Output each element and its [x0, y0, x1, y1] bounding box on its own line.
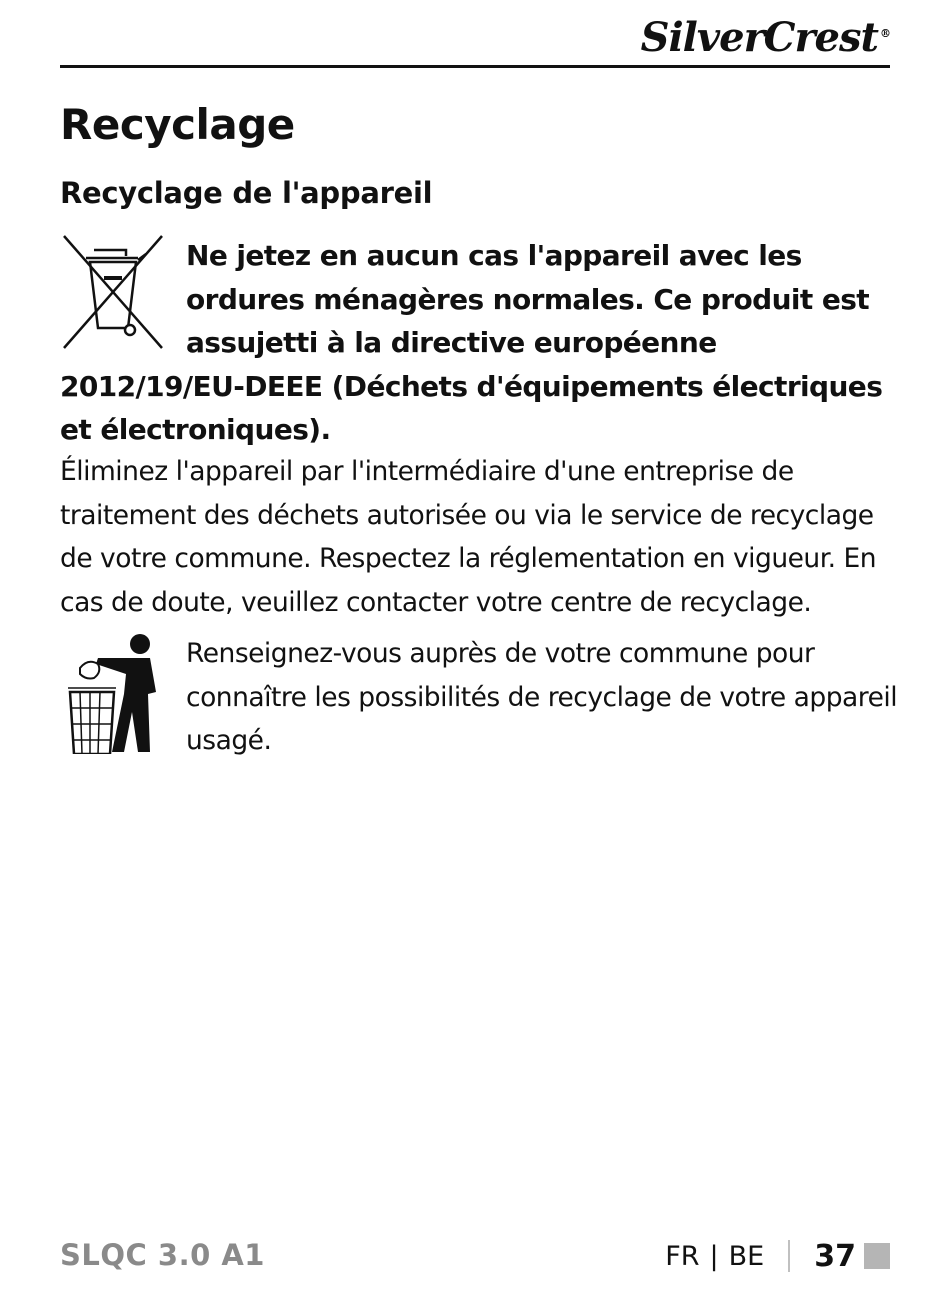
weee-text: Ne jetez en aucun cas l'appareil avec les ordures ménagères normales. Ce produit est assujetti à la directive européenne 2012/19/EU-DEEE (Déchets d'équipements électriques et électroniques).	[60, 239, 883, 446]
page-title: Recyclage	[60, 100, 295, 149]
footer-lang-separator: |	[709, 1240, 719, 1272]
page-marker-square	[864, 1243, 890, 1269]
disposal-paragraph: Éliminez l'appareil par l'intermédiaire d'une entreprise de traitement des déchets autorisée ou via le service de recyclage de votre commune. Respectez la réglementation en vigueur. En cas de doute, veuillez contacter votre centre de recyclage.	[60, 456, 877, 618]
weee-paragraph	[60, 234, 900, 452]
icon-spacer	[60, 234, 186, 364]
tidyman-icon	[66, 632, 162, 754]
footer-page-info	[665, 1236, 890, 1276]
footer-lang-fr: FR	[665, 1240, 700, 1272]
footer-divider	[788, 1240, 790, 1272]
footer-model: SLQC 3.0 A1	[60, 1238, 265, 1272]
brand-name: SilverCrest	[640, 14, 878, 61]
brand-logo	[641, 14, 890, 61]
page-number: 37	[814, 1238, 856, 1274]
section-title: Recyclage de l'appareil	[60, 176, 433, 210]
info-paragraph: Renseignez-vous auprès de votre commune pour connaître les possibilités de recyclage de votre appareil usagé.	[186, 638, 898, 756]
header-divider	[60, 65, 890, 68]
footer-lang-be: BE	[728, 1240, 765, 1272]
registered-mark: ®	[880, 26, 890, 40]
